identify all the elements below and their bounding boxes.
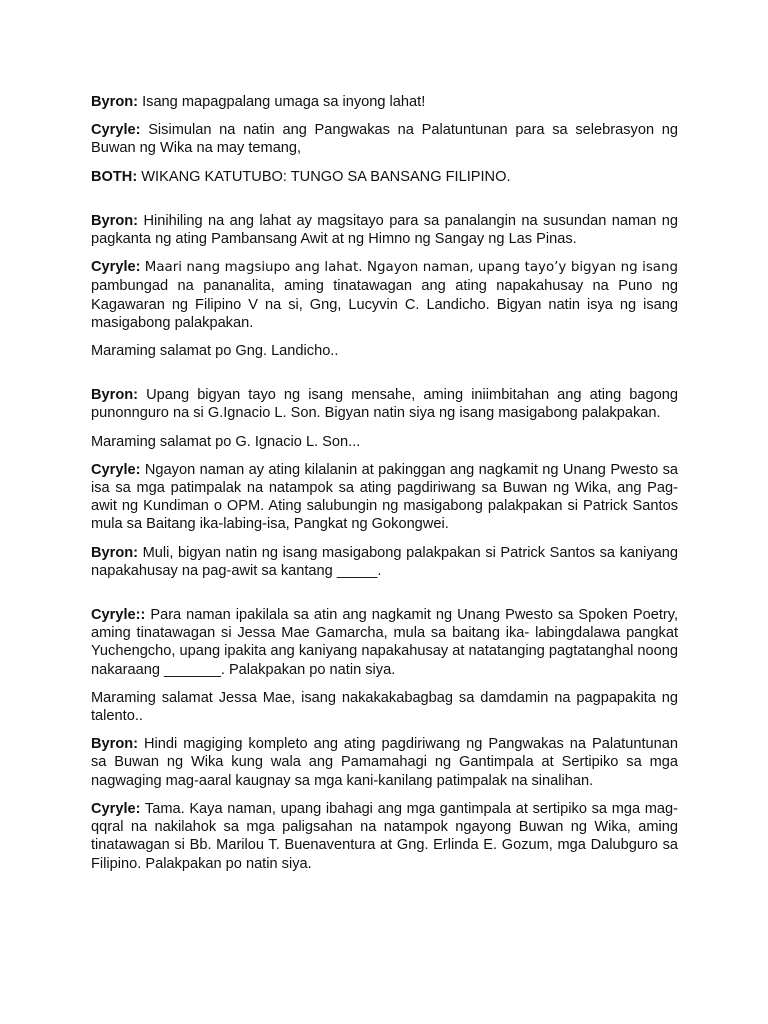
script-line-6: [91, 342, 678, 360]
line-text-alt-font: Maari nang magsiupo ang lahat. Ngayon naman, upang tayo’y bigyan ng isang: [144, 260, 678, 276]
line-text: Sisimulan na natin ang Pangwakas na Palatuntunan para sa selebrasyon ng Buwan ng Wika na may temang,: [91, 122, 679, 157]
line-text: Upang bigyan tayo ng isang mensahe, aming iniimbitahan ang ating bagong punonnguro na si G.Ignacio L. Son. Bigyan natin siya ng isang masigabong palakpakan.: [91, 387, 678, 422]
speaker-label: BOTH:: [91, 168, 138, 185]
speaker-label: Cyryle:: [91, 461, 141, 478]
script-line-3: [91, 168, 678, 186]
script-line-1: [91, 93, 678, 111]
script-line-4: [91, 212, 678, 248]
script-line-2: [91, 121, 678, 157]
line-text: Muli, bigyan natin ng isang masigabong palakpakan si Patrick Santos sa kaniyang napakahusay na pag-awit sa kantang _____.: [91, 544, 678, 579]
line-text: Isang mapagpalang umaga sa inyong lahat!: [142, 94, 426, 110]
document-page: [91, 93, 678, 883]
line-text: Ngayon naman ay ating kilalanin at pakinggan ang nagkamit ng Unang Pwesto sa isa sa mga patimpalak na natampok sa ating pagdiriwang sa Buwan ng Wika, ang Pag-awit ng Kundiman o OPM. Ating salubungin ng masigabong palakpakan si Patrick Santos mula sa Baitang ika-labing-isa, Pangkat ng Gokongwei.: [91, 461, 678, 533]
speaker-label: Cyryle::: [91, 607, 146, 624]
script-line-14: [91, 800, 678, 873]
script-line-12: [91, 689, 678, 725]
speaker-label: Cyryle:: [91, 122, 141, 139]
script-line-5: [91, 258, 678, 332]
line-text: Maraming salamat Jessa Mae, isang nakakakabagbag sa damdamin na pagpapakita ng talento..: [91, 689, 678, 725]
script-line-13: [91, 735, 678, 790]
line-text: Maraming salamat po Gng. Landicho..: [91, 343, 339, 360]
speaker-label: Cyryle:: [91, 800, 141, 817]
line-text: Hindi magiging kompleto ang ating pagdiriwang ng Pangwakas na Palatuntunan sa Buwan ng Wika kung wala ang Pamamahagi ng Gantimpala at Sertipiko sa mga nagwaging mag-aaral kaugnay sa mga kani-kanilang patimpalak na sinalihan.: [91, 736, 678, 789]
speaker-label: Byron:: [91, 544, 139, 561]
line-text: Hinihiling na ang lahat ay magsitayo para sa panalangin na susundan naman ng pagkanta ng ating Pambansang Awit at ng Himno ng Sangay ng Las Pinas.: [91, 212, 678, 248]
speaker-label: Byron:: [91, 736, 139, 753]
script-line-8: [91, 433, 678, 451]
script-line-10: [91, 544, 678, 580]
line-text: WIKANG KATUTUBO: TUNGO SA BANSANG FILIPINO.: [141, 168, 511, 185]
line-text: Tama. Kaya naman, upang ibahagi ang mga gantimpala at sertipiko sa mga mag-qqral na nakilahok sa mga paligsahan na natampok ngayong Buwan ng Wika, aming tinatawagan si Bb. Marilou T. Buenaventura at Gng. Erlinda E. Gozum, mga Dalubguro sa Filipino. Palakpakan po natin siya.: [91, 800, 679, 872]
script-line-7: [91, 386, 678, 422]
line-text: Maraming salamat po G. Ignacio L. Son...: [91, 433, 361, 450]
speaker-label: Byron:: [91, 94, 139, 110]
line-text: pambungad na pananalita, aming tinatawagan ang ating napakahusay na Puno ng Kagawaran ng Filipino V na si, Gng, Lucyvin C. Landicho. Bigyan natin isya ng isang masigabong palakpakan.: [91, 278, 678, 331]
line-text: Para naman ipakilala sa atin ang nagkamit ng Unang Pwesto sa Spoken Poetry, aming tinatawagan si Jessa Mae Gamarcha, mula sa baitang ika- labingdalawa pangkat Yuchengcho, upang ipakita ang kaniyang napakahusay at natatanging pagtatanghal noong nakaraang _______. Palakpakan po natin siya.: [91, 607, 679, 678]
script-line-11: [91, 606, 678, 679]
speaker-label: Cyryle:: [91, 259, 141, 276]
speaker-label: Byron:: [91, 387, 139, 404]
speaker-label: Byron:: [91, 212, 139, 229]
script-line-9: [91, 461, 678, 534]
